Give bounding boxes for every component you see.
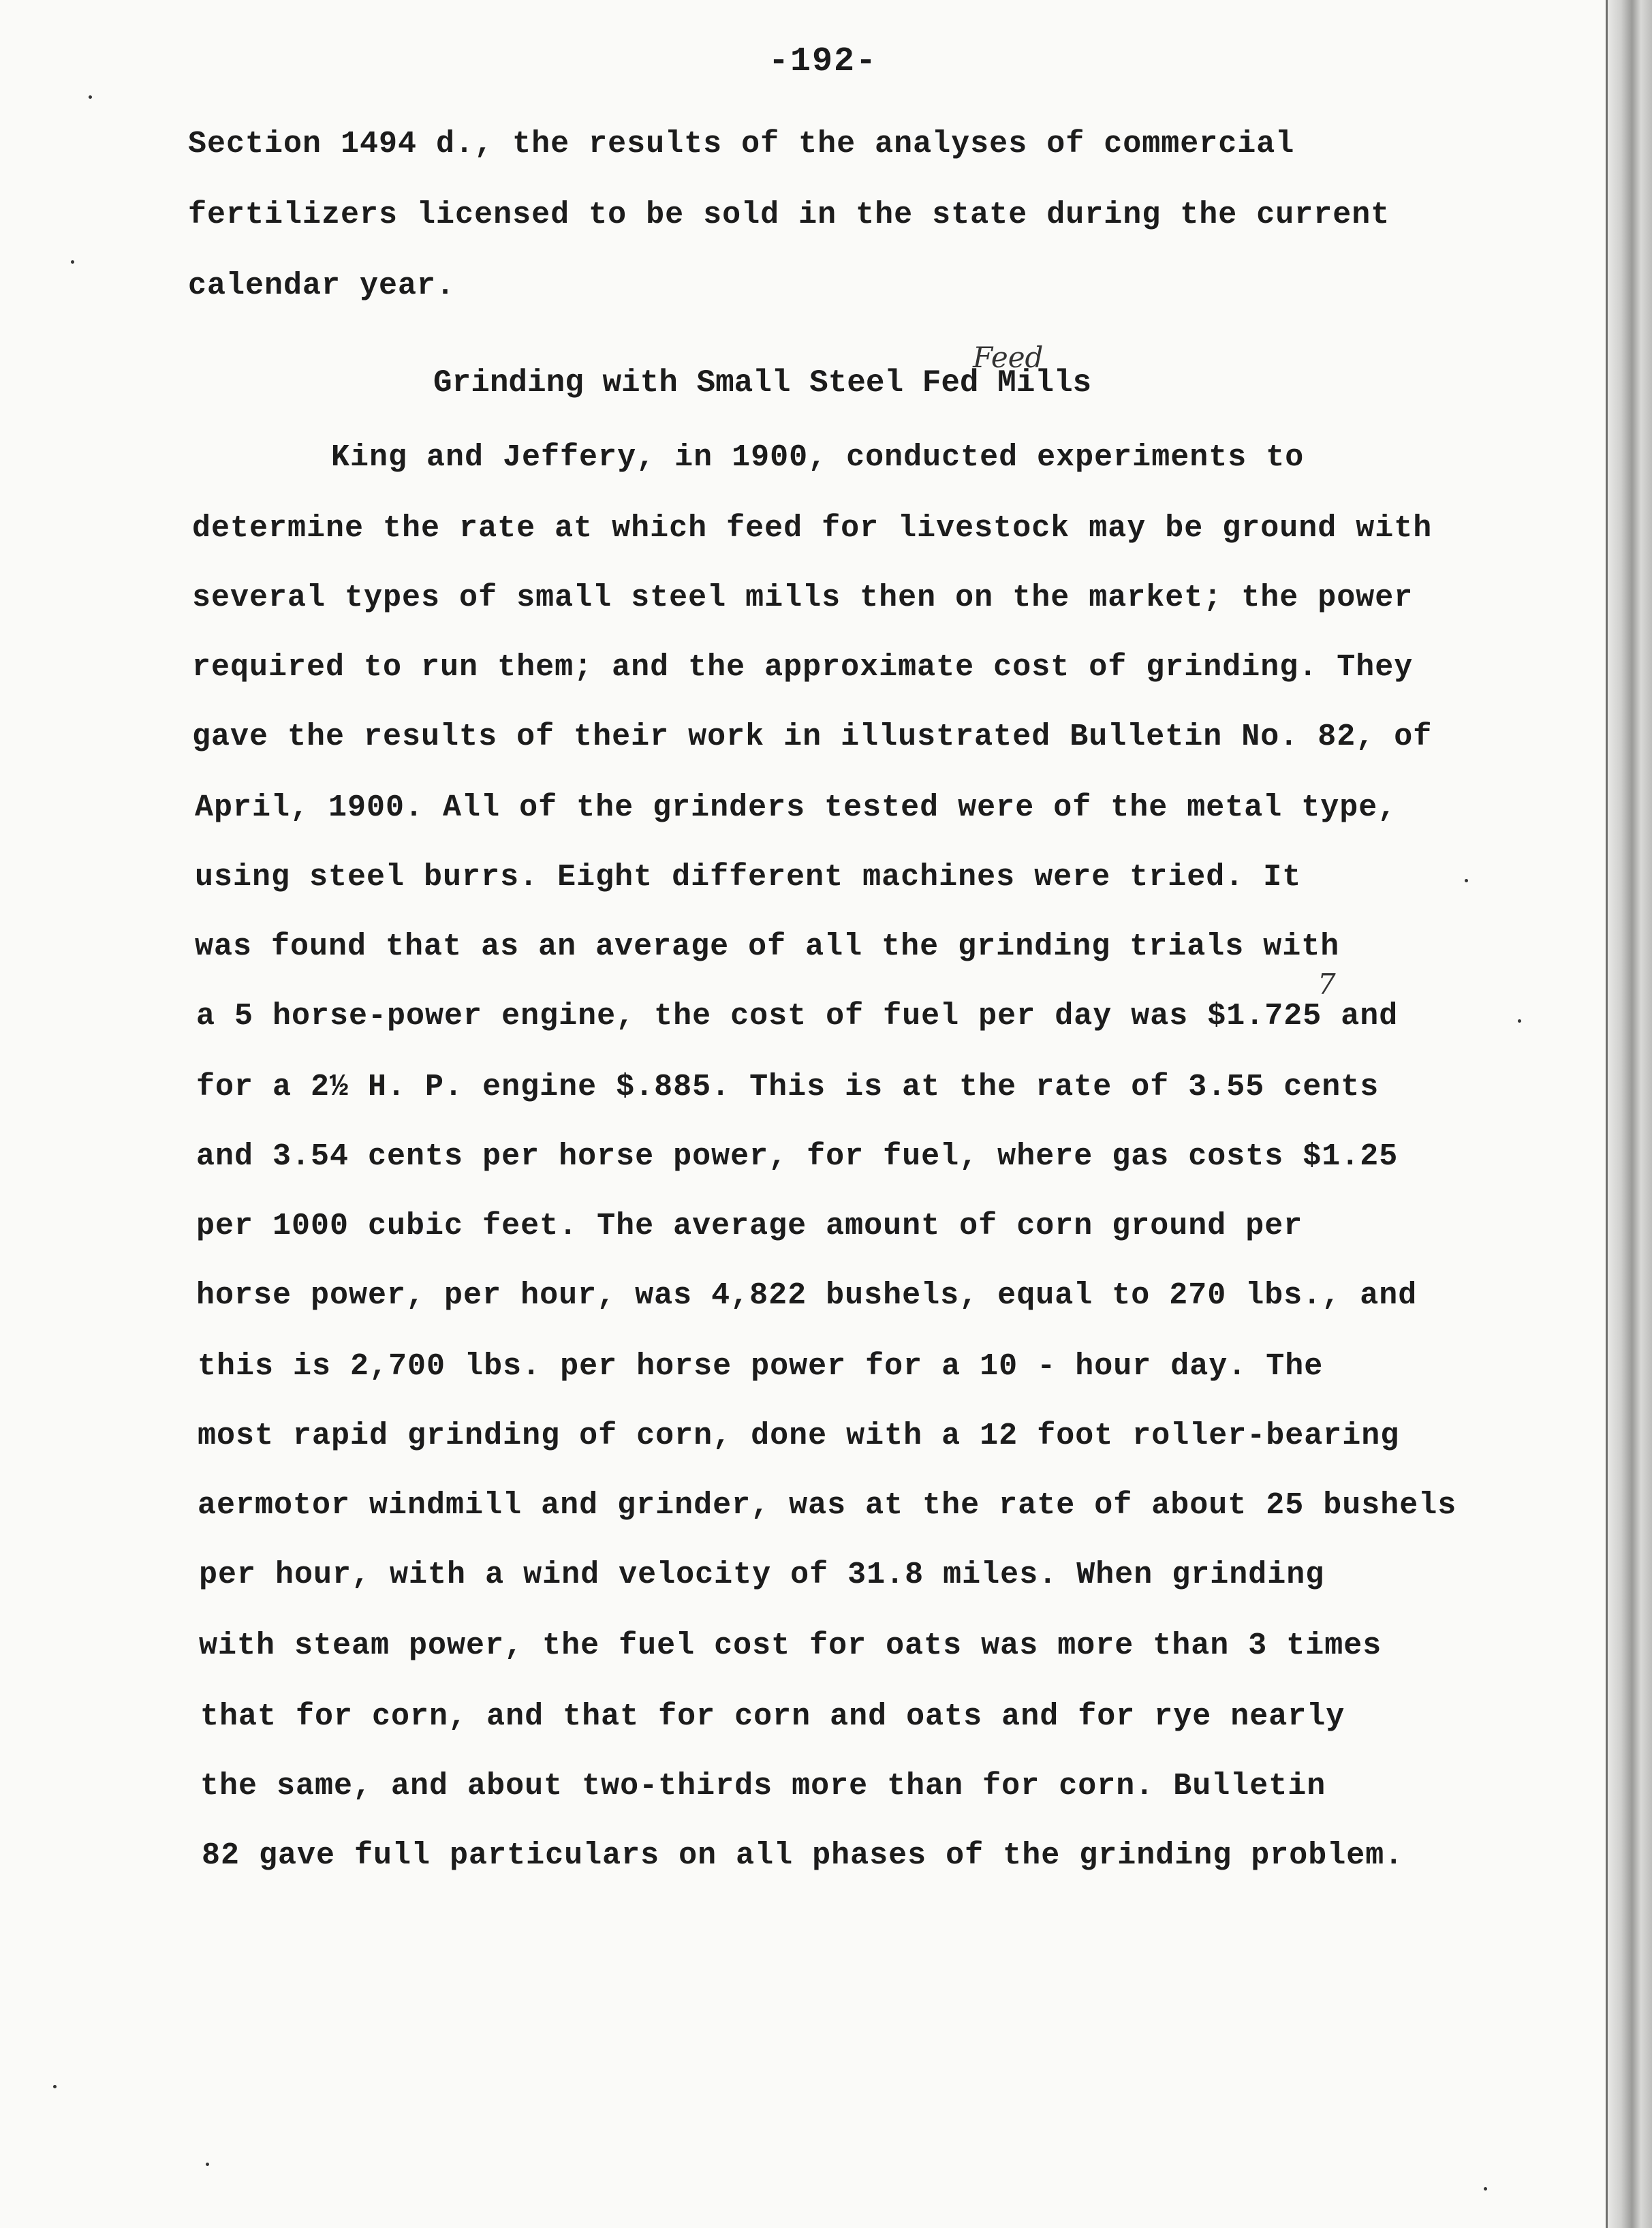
- scan-speck: [1518, 1019, 1521, 1023]
- scan-speck: [89, 95, 92, 99]
- handwritten-correction: Feed: [973, 341, 1044, 374]
- body-line: horse power, per hour, was 4,822 bushels, equal to 270 lbs., and: [196, 1278, 1418, 1313]
- page-binding-edge: [1606, 0, 1652, 2228]
- body-line: required to run them; and the approximate cost of grinding. They: [192, 650, 1414, 685]
- body-line: King and Jeffery, in 1900, conducted experiments to: [331, 440, 1305, 475]
- body-line: most rapid grinding of corn, done with a 12 foot roller-bearing: [198, 1419, 1400, 1453]
- scan-speck: [53, 2085, 57, 2088]
- intro-line: Section 1494 d., the results of the analyses of commercial: [188, 127, 1295, 161]
- scan-speck: [206, 2163, 209, 2166]
- scan-speck: [1484, 2187, 1487, 2191]
- page-number: -192-: [768, 42, 878, 81]
- body-line: and 3.54 cents per horse power, for fuel, where gas costs $1.25: [196, 1139, 1399, 1174]
- body-line: using steel burrs. Eight different machines were tried. It: [195, 860, 1302, 895]
- intro-line: calendar year.: [188, 268, 456, 303]
- body-line: per 1000 cubic feet. The average amount of corn ground per: [196, 1209, 1303, 1243]
- body-line: aermotor windmill and grinder, was at the rate of about 25 bushels: [198, 1488, 1457, 1523]
- body-line: several types of small steel mills then on the market; the power: [192, 581, 1414, 615]
- body-line: per hour, with a wind velocity of 31.8 miles. When grinding: [199, 1558, 1325, 1592]
- body-line: a 5 horse-power engine, the cost of fuel per day was $1.725 and: [196, 999, 1399, 1034]
- body-line: that for corn, and that for corn and oats and for rye nearly: [200, 1699, 1345, 1734]
- scan-speck: [1465, 879, 1468, 882]
- intro-line: fertilizers licensed to be sold in the state during the current: [188, 198, 1390, 232]
- section-heading: Grinding with Small Steel Fed Mills: [433, 365, 1092, 401]
- body-line: determine the rate at which feed for livestock may be ground with: [192, 511, 1433, 546]
- body-line: was found that as an average of all the grinding trials with: [195, 929, 1340, 964]
- body-line: 82 gave full particulars on all phases of the grinding problem.: [202, 1838, 1404, 1873]
- body-line: with steam power, the fuel cost for oats was more than 3 times: [199, 1628, 1382, 1663]
- body-line: April, 1900. All of the grinders tested were of the metal type,: [195, 790, 1397, 825]
- scan-speck: [71, 260, 74, 264]
- body-line: gave the results of their work in illustrated Bulletin No. 82, of: [192, 720, 1433, 754]
- body-line: this is 2,700 lbs. per horse power for a 10 - hour day. The: [198, 1349, 1324, 1384]
- body-line: for a 2½ H. P. engine $.885. This is at the rate of 3.55 cents: [196, 1070, 1380, 1104]
- body-line: the same, and about two-thirds more than for corn. Bulletin: [200, 1769, 1326, 1804]
- handwritten-digit: 7: [1318, 968, 1336, 1001]
